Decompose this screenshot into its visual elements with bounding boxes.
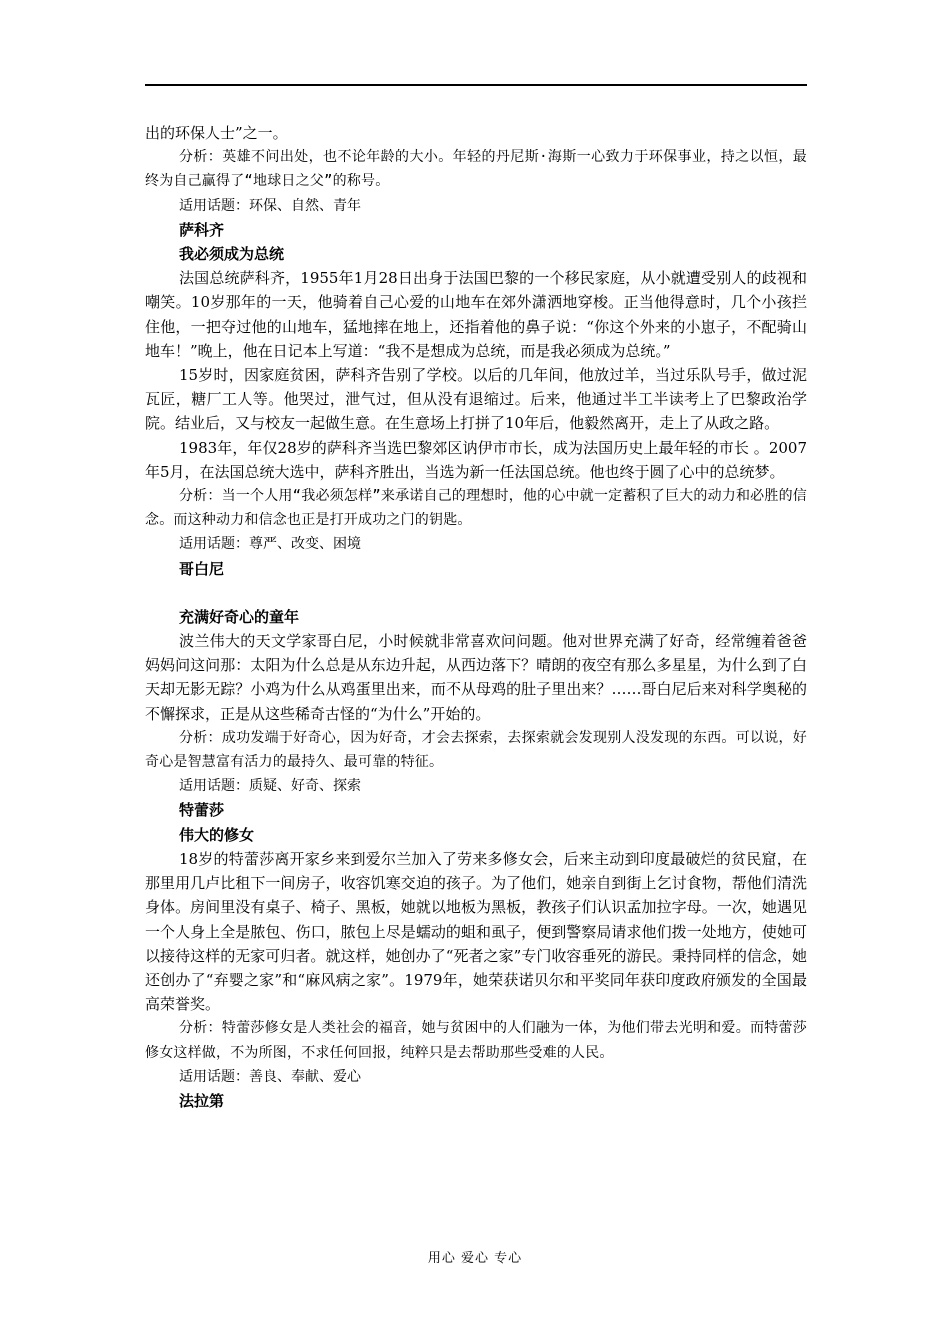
person-heading: 哥白尼	[179, 559, 225, 578]
blank-line	[145, 581, 807, 605]
document-body	[145, 121, 807, 1113]
story-paragraph: 15岁时，因家庭贫困，萨科齐告别了学校。以后的几年间，他放过羊，当过乐队号手，做过泥瓦匠，糖厂工人等。他哭过，泄气过，但从没有退缩过。后来，他通过半工半读考上了巴黎政治学院。结业后，又与校友一起做生意。在生意场上打拼了10年后，他毅然离开，走上了从政之路。	[145, 366, 807, 433]
analysis-paragraph: 分析：特蕾莎修女是人类社会的福音，她与贫困中的人们融为一体，为他们带去光明和爱。而特蕾莎修女这样做，不为所图，不求任何回报，纯粹只是去帮助那些受难的人民。	[145, 1020, 807, 1061]
header-rule	[145, 84, 807, 86]
topics-line: 适用话题：质疑、好奇、探索	[179, 778, 361, 795]
page-footer: 用心 爱心 专心	[427, 1251, 523, 1266]
story-paragraph: 波兰伟大的天文学家哥白尼，小时候就非常喜欢问问题。他对世界充满了好奇，经常缠着爸爸妈妈问这问那：太阳为什么总是从东边升起，从西边落下？晴朗的夜空有那么多星星，为什么到了白天却无影无踪？小鸡为什么从鸡蛋里出来，而不从母鸡的肚子里出来？……哥白尼后来对科学奥秘的不懈探求，正是从这些稀奇古怪的“为什么”开始的。	[145, 632, 807, 723]
story-title: 充满好奇心的童年	[179, 607, 300, 626]
topics-line: 适用话题：尊严、改变、困境	[179, 536, 361, 553]
story-title: 伟大的修女	[179, 825, 255, 844]
person-heading: 特蕾莎	[179, 801, 225, 820]
topics-line: 适用话题：环保、自然、青年	[179, 197, 361, 214]
analysis-paragraph: 分析：英雄不问出处，也不论年龄的大小。年轻的丹尼斯·海斯一心致力于环保事业，持之以恒，最终为自己赢得了“地球日之父”的称号。	[145, 149, 807, 190]
story-title: 我必须成为总统	[179, 245, 285, 264]
person-heading: 法拉第	[179, 1091, 225, 1110]
continuation-text: 出的环保人士”之一。	[145, 124, 288, 142]
topics-line: 适用话题：善良、奉献、爱心	[179, 1068, 361, 1085]
analysis-paragraph: 分析：当一个人用“我必须怎样”来承诺自己的理想时，他的心中就一定蓄积了巨大的动力和必胜的信念。而这种动力和信念也正是打开成功之门的钥匙。	[145, 488, 807, 529]
story-paragraph: 18岁的特蕾莎离开家乡来到爱尔兰加入了劳来多修女会，后来主动到印度最破烂的贫民窟，在那里用几卢比租下一间房子，收容饥寒交迫的孩子。为了他们，她亲自到街上乞讨食物，帮他们清洗身体。房间里没有桌子、椅子、黑板，她就以地板为黑板，教孩子们认识孟加拉字母。一次，她遇见一个人身上全是脓包、伤口，脓包上尽是蠕动的蛆和虱子，便到警察局请求他们拨一处地方，使她可以接待这样的无家可归者。就这样，她创办了“死者之家”专门收容垂死的游民。秉持同样的信念，她还创办了“弃婴之家”和“麻风病之家”。1979年，她荣获诺贝尔和平奖同年获印度政府颁发的全国最高荣誉奖。	[145, 849, 807, 1014]
story-paragraph: 法国总统萨科齐，1955年1月28日出身于法国巴黎的一个移民家庭，从小就遭受别人的歧视和嘲笑。10岁那年的一天，他骑着自己心爱的山地车在郊外潇洒地穿梭。正当他得意时，几个小孩拦住他，一把夺过他的山地车，猛地摔在地上，还指着他的鼻子说：“你这个外来的小崽子，不配骑山地车！”晚上，他在日记本上写道：“我不是想成为总统，而是我必须成为总统。”	[145, 269, 807, 360]
person-heading: 萨科齐	[179, 220, 225, 239]
analysis-paragraph: 分析：成功发端于好奇心，因为好奇，才会去探索，去探索就会发现别人没发现的东西。可以说，好奇心是智慧富有活力的最持久、最可靠的特征。	[145, 729, 807, 771]
story-paragraph: 1983年，年仅28岁的萨科齐当选巴黎郊区讷伊市市长，成为法国历史上最年轻的市长 。2007年5月，在法国总统大选中，萨科齐胜出，当选为新一任法国总统。他也终于圆了心中的总统梦。	[145, 438, 807, 481]
